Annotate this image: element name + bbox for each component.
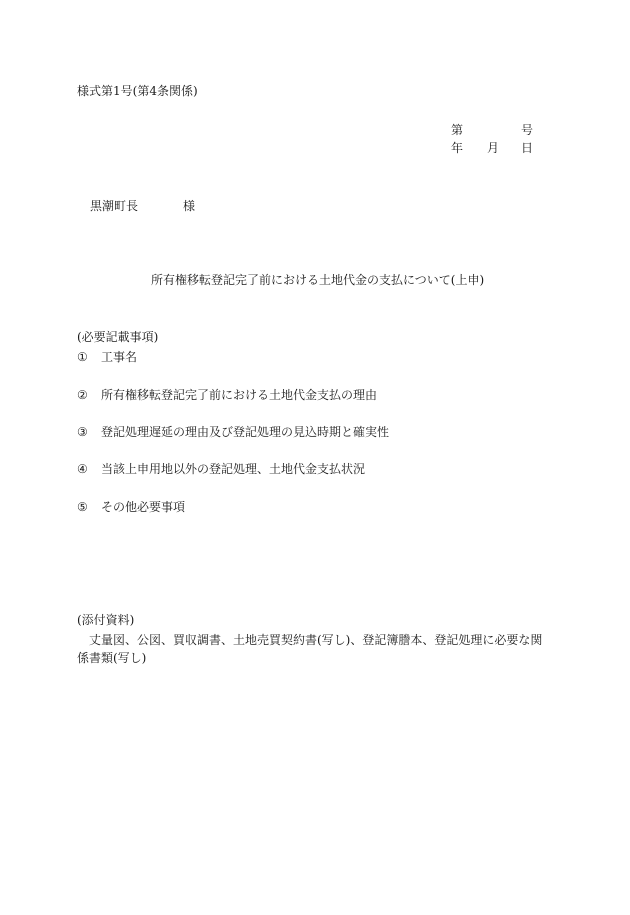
date-month-label: 月	[487, 141, 500, 155]
required-item	[77, 462, 365, 476]
item-number: ②	[77, 388, 88, 402]
attachments-heading: (添付資料)	[77, 613, 135, 627]
doc-number-suffix: 号	[521, 123, 534, 137]
item-text: 当該上申用地以外の登記処理、土地代金支払状況	[101, 462, 366, 476]
addressee-honorific: 様	[183, 199, 196, 213]
item-text: その他必要事項	[101, 500, 186, 514]
item-text: 登記処理遅延の理由及び登記処理の見込時期と確実性	[101, 425, 390, 439]
addressee	[90, 199, 196, 213]
item-number: ①	[77, 350, 88, 364]
required-item	[77, 425, 389, 439]
item-number: ④	[77, 462, 88, 476]
date-day-label: 日	[521, 141, 534, 155]
doc-number-prefix: 第	[451, 123, 464, 137]
required-item	[77, 500, 185, 514]
date-year-label: 年	[451, 141, 464, 155]
attachments-body: 丈量図、公図、買収調書、土地売買契約書(写し)、登記簿謄本、登記処理に必要な関係書類(写し)	[77, 633, 543, 665]
addressee-name: 黒潮町長	[90, 199, 139, 213]
required-item	[77, 350, 137, 364]
item-text: 所有権移転登記完了前における土地代金支払の理由	[101, 388, 378, 402]
item-number: ⑤	[77, 500, 88, 514]
item-text: 工事名	[101, 350, 138, 364]
form-number: 様式第1号(第4条関係)	[77, 84, 198, 98]
item-number: ③	[77, 425, 88, 439]
required-item	[77, 388, 377, 402]
document-title: 所有権移転登記完了前における土地代金の支払について(上申)	[151, 273, 485, 287]
required-items-heading: (必要記載事項)	[77, 330, 159, 344]
